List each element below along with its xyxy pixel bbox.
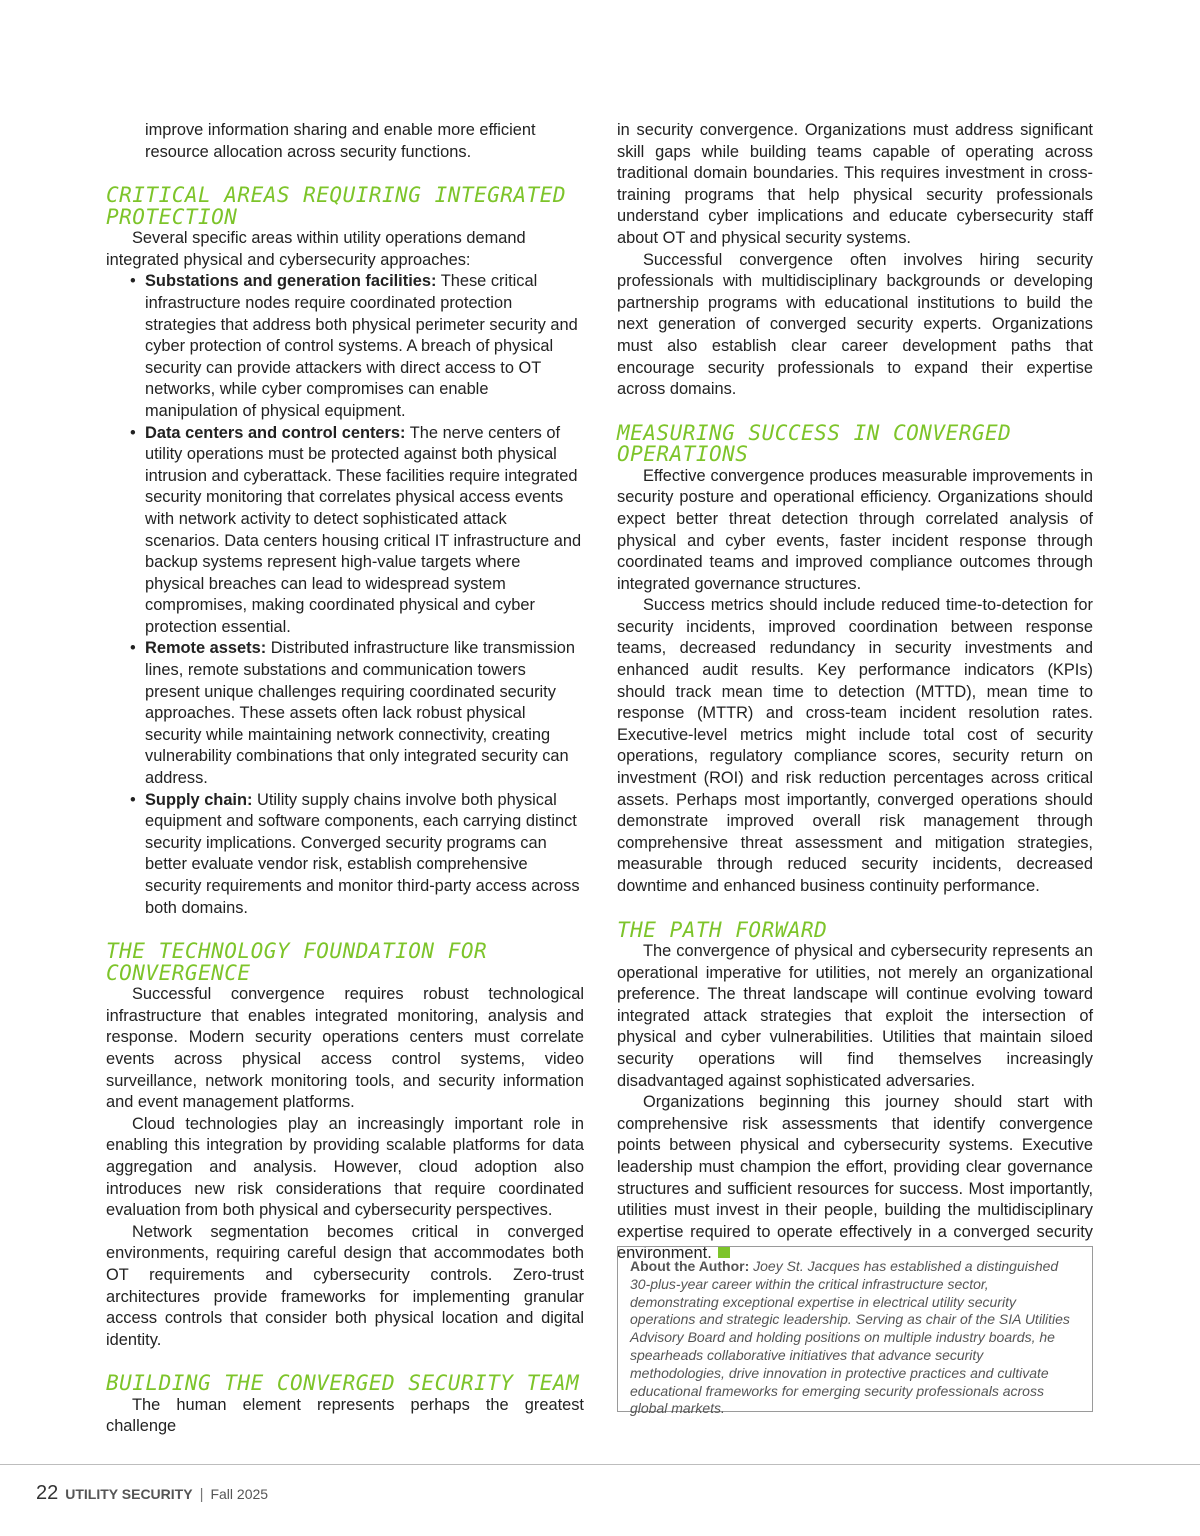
issue-label: Fall 2025 bbox=[210, 1486, 269, 1502]
heading-technology-foundation: THE TECHNOLOGY FOUNDATION FOR CONVERGENCE bbox=[106, 939, 488, 985]
about-the-author-box bbox=[617, 1246, 1093, 1417]
critical-areas-list bbox=[106, 271, 584, 919]
bullet-term: Data centers and control centers: bbox=[145, 423, 406, 442]
list-item bbox=[106, 271, 584, 422]
intro-continuation: improve information sharing and enable more efficient resource allocation across security functions. bbox=[145, 121, 536, 161]
bullet-text: These critical infrastructure nodes require coordinated protection strategies that address both physical perimeter security and cyber protection of control systems. A breach of physical security can provide attackers with direct access to OT networks, while cyber compromises can enable manipulation of physical equipment. bbox=[145, 272, 578, 420]
bullet-icon: • bbox=[130, 423, 136, 442]
critical-areas-intro: Several specific areas within utility operations demand integrated physical and cybersecurity approaches: bbox=[106, 229, 526, 269]
right-column bbox=[617, 120, 1093, 1265]
page-footer bbox=[36, 1482, 268, 1505]
paragraph bbox=[617, 1092, 1093, 1265]
bullet-text: The nerve centers of utility operations must be protected against both physical intrusion and cyberattack. These facilities require integrated security monitoring that correlates physical access events with network activity to detect sophisticated attack scenarios. Data centers housing critical IT infrastructure and backup systems represent high-value targets where physical breaches can lead to widespread system compromises, making coordinated physical and cyber protection essential. bbox=[145, 423, 582, 636]
heading-critical-areas: CRITICAL AREAS REQUIRING INTEGRATED PROTECTION bbox=[106, 183, 567, 229]
bullet-icon: • bbox=[130, 639, 136, 658]
paragraph: The human element represents perhaps the greatest challenge bbox=[106, 1395, 584, 1436]
paragraph: The convergence of physical and cybersecurity represents an operational imperative for utilities, not merely an organizational preference. The threat landscape will continue evolving toward integrated attack strategies that exploit the intersection of physical and cyber vulnerabilities. Utilities that maintain siloed security operations will find themselves increasingly disadvantaged against sophisticated adversaries. bbox=[617, 942, 1093, 1090]
paragraph: Successful convergence often involves hiring security professionals with multidisciplinary backgrounds or developing partnership programs with educational institutions to build the next generation of converged security experts. Organizations must also establish clear career development paths that encourage security professionals to expand their expertise across domains. bbox=[617, 250, 1093, 399]
paragraph: in security convergence. Organizations must address significant skill gaps while building teams capable of operating across traditional domain boundaries. This requires investment in cross-training programs that help physical security professionals understand cyber implications and educate cybersecurity staff about OT and physical security systems. bbox=[617, 121, 1093, 247]
paragraph: Successful convergence requires robust technological infrastructure that enables integrated monitoring, analysis and response. Modern security operations centers must correlate events across physical access control systems, video surveillance, network monitoring tools, and security information and event management platforms. bbox=[106, 985, 584, 1112]
left-column bbox=[106, 120, 584, 1438]
footer-separator: | bbox=[199, 1486, 204, 1503]
paragraph: Cloud technologies play an increasingly important role in enabling this integration by providing scalable platforms for data aggregation and analysis. However, cloud adoption also introduces new risk considerations that require coordinated evaluation from both physical and cybersecurity perspectives. bbox=[106, 1114, 584, 1220]
heading-path-forward: THE PATH FORWARD bbox=[617, 917, 828, 942]
list-item bbox=[106, 638, 584, 789]
bullet-icon: • bbox=[130, 272, 136, 291]
bullet-icon: • bbox=[130, 790, 136, 809]
bullet-term: Substations and generation facilities: bbox=[145, 272, 437, 291]
paragraph: Network segmentation becomes critical in converged environments, requiring careful design that accommodates both OT requirements and cybersecurity controls. Zero-trust architectures provide frameworks for implementing granular access controls that consider both physical location and digital identity. bbox=[106, 1222, 584, 1349]
bullet-text: Utility supply chains involve both physical equipment and software components, each carrying distinct security implications. Converged security programs can better evaluate vendor risk, establish comprehensive security requirements and monitor third-party access across both domains. bbox=[145, 790, 580, 917]
author-label: About the Author: bbox=[630, 1258, 750, 1274]
bullet-term: Supply chain: bbox=[145, 790, 253, 809]
publication-name: UTILITY SECURITY bbox=[65, 1486, 193, 1502]
heading-measuring-success: MEASURING SUCCESS IN CONVERGED OPERATIONS bbox=[617, 420, 1012, 467]
author-bio: Joey St. Jacques has established a distinguished 30-plus-year career within the critical infrastructure sector, demonstrating exceptional expertise in electrical utility security operations and strategic leadership. Serving as chair of the SIA Utilities Advisory Board and holding positions on multiple industry boards, he spearheads collaborative initiatives that advance security methodologies, drive innovation in protective practices and cultivate educational frameworks for emerging security professionals across global markets. bbox=[630, 1258, 1070, 1417]
bullet-text: Distributed infrastructure like transmission lines, remote substations and communication towers present unique challenges requiring coordinated security approaches. These assets often lack robust physical security while maintaining network connectivity, creating vulnerability combinations that only integrated security can address. bbox=[145, 639, 575, 788]
paragraph: Effective convergence produces measurable improvements in security posture and operational efficiency. Organizations should expect better threat detection through correlated analysis of physical and cyber events, faster incident response through coordinated teams and improved compliance outcomes through integrated governance structures. bbox=[617, 466, 1093, 593]
paragraph-text: Organizations beginning this journey should start with comprehensive risk assessments that identify convergence points between physical and cybersecurity systems. Executive leadership must champion the effort, providing clear governance structures and sufficient resources for success. Most importantly, utilities must invest in their people, building the multidisciplinary expertise required to operate effectively in a converged security environment. bbox=[617, 1093, 1093, 1263]
heading-converged-team: BUILDING THE CONVERGED SECURITY TEAM bbox=[106, 1371, 580, 1396]
footer-divider bbox=[0, 1464, 1200, 1465]
paragraph: Success metrics should include reduced time-to-detection for security incidents, improved coordination between response teams, decreased redundancy in security investments and enhanced audit results. Key performance indicators (KPIs) should track mean time to detection (MTTD), mean time to response (MTTR) and cross-team incident resolution rates. Executive-level metrics might include total cost of security operations, regulatory compliance scores, security return on investment (ROI) and risk reduction percentages across critical assets. Perhaps most importantly, converged operations should demonstrate improved overall risk management through comprehensive threat assessment and mitigation strategies, measurable through reduced security incidents, decreased downtime and enhanced business continuity performance. bbox=[617, 596, 1093, 895]
page-number: 22 bbox=[36, 1482, 59, 1504]
list-item bbox=[106, 790, 584, 920]
bullet-term: Remote assets: bbox=[145, 639, 267, 658]
list-item bbox=[106, 423, 584, 639]
